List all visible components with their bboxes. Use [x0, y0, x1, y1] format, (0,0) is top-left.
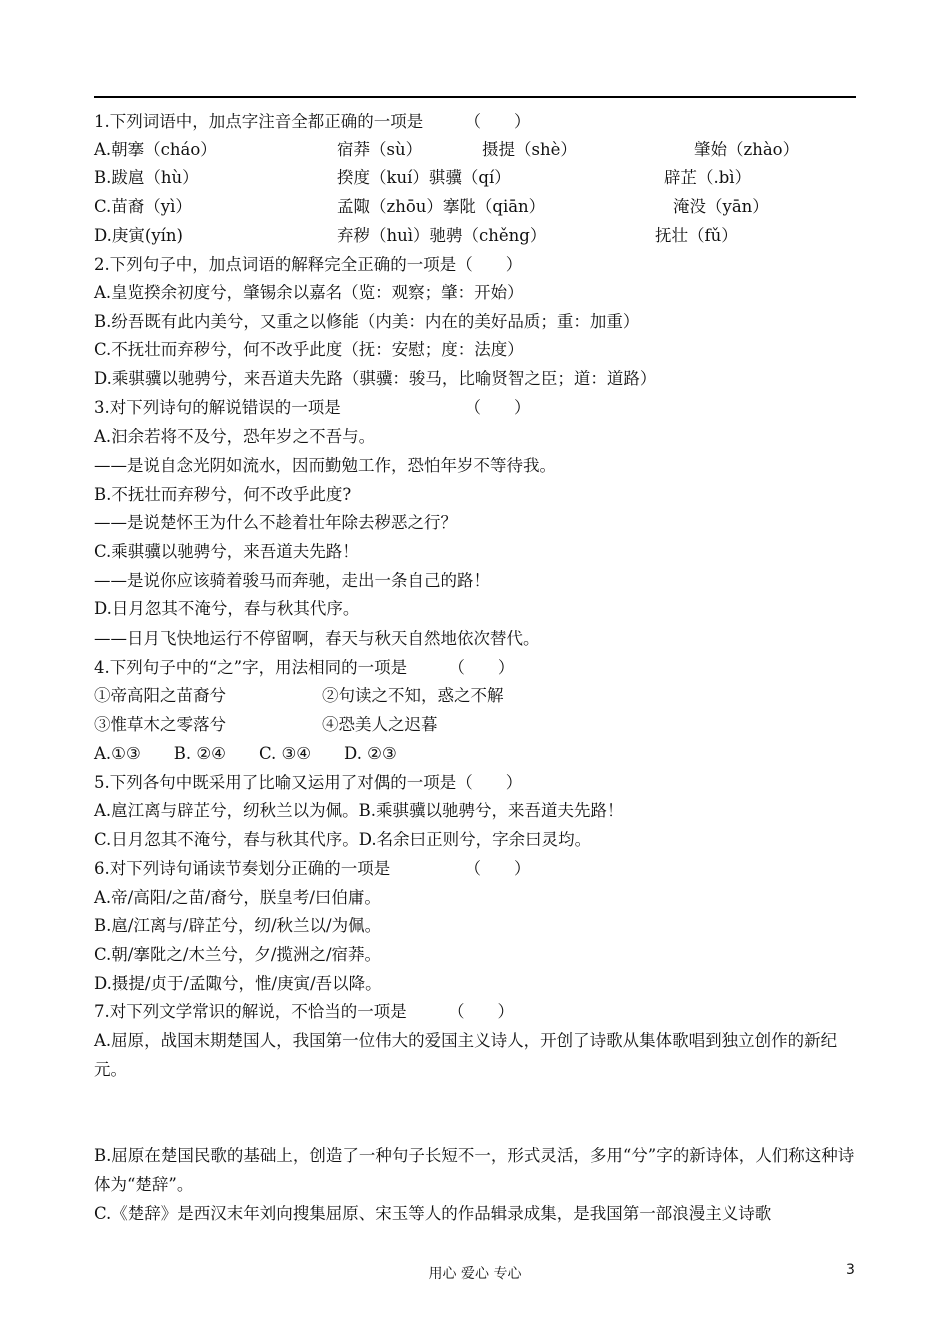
q7-option-a: A.屈原，战国末期楚国人，我国第一位伟大的爱国主义诗人，开创了诗歌从集体歌唱到独立创作的新纪元。 [94, 1031, 838, 1079]
q2-stem: 2.下列句子中，加点词语的解释完全正确的一项是（ ） [94, 255, 523, 274]
q6-option-b: B.扈/江离与/辟芷兮，纫/秋兰以/为佩。 [94, 916, 382, 935]
q3-option-b: B.不抚壮而弃秽兮，何不改乎此度? [94, 485, 352, 504]
q1-option-a [94, 139, 217, 161]
q1-stem: 1.下列词语中，加点字注音全都正确的一项是 （ ） [94, 112, 531, 131]
q2-option-b: B.纷吾既有此内美兮，又重之以修能（内美：内在的美好品质；重：加重） [94, 312, 640, 331]
q3-option-c: C.乘骐骥以驰骋兮，来吾道夫先路！ [94, 542, 359, 561]
q1-d-item: 弃秽（huì）驰骋（chěng） [337, 226, 547, 245]
q2-option-a: A.皇览揆余初度兮，肇锡余以嘉名（览：观察；肇：开始） [94, 283, 524, 302]
q4-options: A.①③ B. ②④ C. ③④ D. ②③ [94, 744, 397, 763]
q7-option-c: C.《楚辞》是西汉末年刘向搜集屈原、宋玉等人的作品辑录成集，是我国第一部浪漫主义诗歌 [94, 1204, 772, 1223]
q1-b-item: 揆度（kuí）骐骥（qí） [337, 168, 511, 187]
q1-a-item: 宿莽（sù） [337, 140, 423, 159]
q3-option-d: D.日月忽其不淹兮，春与秋其代序。 [94, 599, 360, 618]
q1-b-item: 辟芷（.bì） [664, 168, 752, 187]
q6-option-d: D.摄提/贞于/孟陬兮，惟/庚寅/吾以降。 [94, 974, 382, 993]
q1-d-item: D.庚寅(yín) [94, 226, 183, 245]
q5-options-cd: C.日月忽其不淹兮，春与秋其代序。D.名余曰正则兮，字余曰灵均。 [94, 830, 592, 849]
q3-option-c-note: ——是说你应该骑着骏马而奔驰，走出一条自己的路！ [94, 571, 490, 590]
footer-motto: 用心 爱心 专心 [428, 1266, 522, 1282]
q5-stem: 5.下列各句中既采用了比喻又运用了对偶的一项是（ ） [94, 773, 523, 792]
q3-option-d-note: ——日月飞快地运行不停留啊，春天与秋天自然地依次替代。 [94, 629, 540, 648]
q1-b-item: B.跋扈（hù） [94, 168, 199, 187]
q3-option-b-note: ——是说楚怀王为什么不趁着壮年除去秽恶之行？ [94, 513, 457, 532]
q4-sentence-3: ③惟草木之零落兮 [94, 715, 226, 734]
q6-option-a: A.帝/高阳/之苗/裔兮，朕皇考/曰伯庸。 [94, 888, 381, 907]
q1-c-item: 淹没（yān） [673, 197, 769, 216]
q7-option-b: B.屈原在楚国民歌的基础上，创造了一种句子长短不一，形式灵活，多用“兮”字的新诗体，人们称这种诗体为“楚辞”。 [94, 1146, 855, 1194]
q7-stem: 7.对下列文学常识的解说，不恰当的一项是 （ ） [94, 1002, 514, 1021]
q4-sentence-2: ②句读之不知，惑之不解 [322, 686, 504, 705]
q1-c-item: C.苗裔（yì） [94, 197, 192, 216]
q1-a-item: 摄提（shè） [482, 140, 577, 159]
q1-c-item: 孟陬（zhōu）搴阰（qiān） [337, 197, 546, 216]
q4-sentence-4: ④恐美人之迟暮 [322, 715, 438, 734]
q6-stem: 6.对下列诗句诵读节奏划分正确的一项是 （ ） [94, 859, 531, 878]
q2-option-d: D.乘骐骥以驰骋兮，来吾道夫先路（骐骥：骏马，比喻贤智之臣；道：道路） [94, 369, 657, 388]
q1-a-item: A.朝搴（cháo） [94, 140, 217, 159]
q3-stem: 3.对下列诗句的解说错误的一项是 （ ） [94, 398, 531, 417]
page-number: 3 [846, 1262, 855, 1278]
q2-option-c: C.不抚壮而弃秽兮，何不改乎此度（抚：安慰；度：法度） [94, 340, 524, 359]
q4-stem: 4.下列句子中的“之”字，用法相同的一项是 （ ） [94, 658, 515, 677]
q1-d-item: 抚壮（fǔ） [655, 226, 738, 245]
q4-sentence-1: ①帝高阳之苗裔兮 [94, 686, 226, 705]
q5-options-ab: A.扈江离与辟芷兮，纫秋兰以为佩。B.乘骐骥以驰骋兮，来吾道夫先路！ [94, 801, 624, 820]
header-rule [94, 96, 856, 98]
q3-option-a: A.汩余若将不及兮，恐年岁之不吾与。 [94, 427, 376, 446]
q1-a-item: 肇始（zhào） [694, 140, 800, 159]
q6-option-c: C.朝/搴阰之/木兰兮，夕/揽洲之/宿莽。 [94, 945, 382, 964]
q3-option-a-note: ——是说自念光阴如流水，因而勤勉工作，恐怕年岁不等待我。 [94, 456, 556, 475]
